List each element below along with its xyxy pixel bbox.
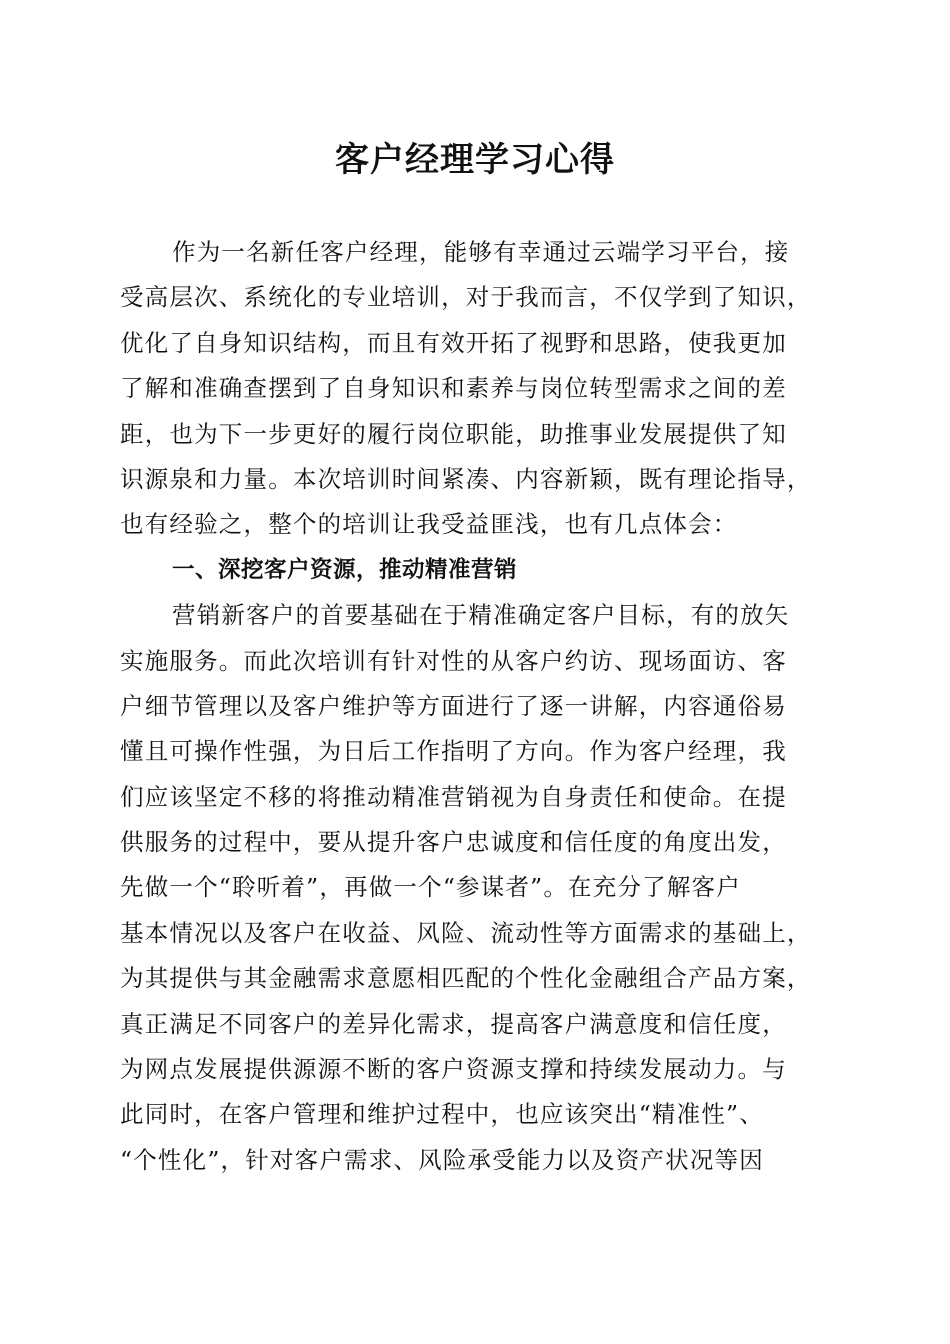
text-line: 户细节管理以及客户维护等方面进行了逐一讲解，内容通俗易 xyxy=(120,691,787,720)
text-line: 距，也为下一步更好的履行岗位职能，助推事业发展提供了知 xyxy=(120,419,787,448)
paragraph-section1 xyxy=(120,593,832,1183)
text-line: 实施服务。而此次培训有针对性的从客户约访、现场面访、客 xyxy=(120,646,787,675)
text-line: 受高层次、系统化的专业培训，对于我而言，不仅学到了知识， xyxy=(120,283,812,312)
text-line: 为其提供与其金融需求意愿相匹配的个性化金融组合产品方案， xyxy=(120,964,812,993)
text-line: 供服务的过程中，要从提升客户忠诚度和信任度的角度出发， xyxy=(120,828,787,857)
text-line: 为网点发展提供源源不断的客户资源支撑和持续发展动力。与 xyxy=(120,1055,787,1084)
paragraph-intro xyxy=(120,230,832,548)
text-line: 真正满足不同客户的差异化需求，提高客户满意度和信任度， xyxy=(120,1009,787,1038)
text-line: 基本情况以及客户在收益、风险、流动性等方面需求的基础上， xyxy=(120,918,812,947)
text-line: 们应该坚定不移的将推动精准营销视为自身责任和使命。在提 xyxy=(120,782,787,811)
text-line: “个性化”，针对客户需求、风险承受能力以及资产状况等因 xyxy=(120,1145,764,1174)
text-line: 识源泉和力量。本次培训时间紧凑、内容新颖，既有理论指导， xyxy=(120,464,812,493)
text-line: 此同时，在客户管理和维护过程中，也应该突出“精准性”、 xyxy=(120,1100,764,1129)
document-body xyxy=(120,230,832,1183)
text-line: 懂且可操作性强，为日后工作指明了方向。作为客户经理，我 xyxy=(120,737,787,766)
text-line: 先做一个“聆听着”，再做一个“参谋者”。在充分了解客户 xyxy=(120,873,741,902)
text-line: 了解和准确查摆到了自身知识和素养与岗位转型需求之间的差 xyxy=(120,374,787,403)
text-line: 也有经验之，整个的培训让我受益匪浅，也有几点体会： xyxy=(120,510,738,539)
text-line: 优化了自身知识结构，而且有效开拓了视野和思路，使我更加 xyxy=(120,328,787,357)
document-title: 客户经理学习心得 xyxy=(335,140,615,180)
text-line: 营销新客户的首要基础在于精准确定客户目标，有的放矢 xyxy=(172,601,790,630)
text-line: 作为一名新任客户经理，能够有幸通过云端学习平台，接 xyxy=(172,238,790,266)
section-heading: 一、深挖客户资源，推动精准营销 xyxy=(172,556,518,583)
